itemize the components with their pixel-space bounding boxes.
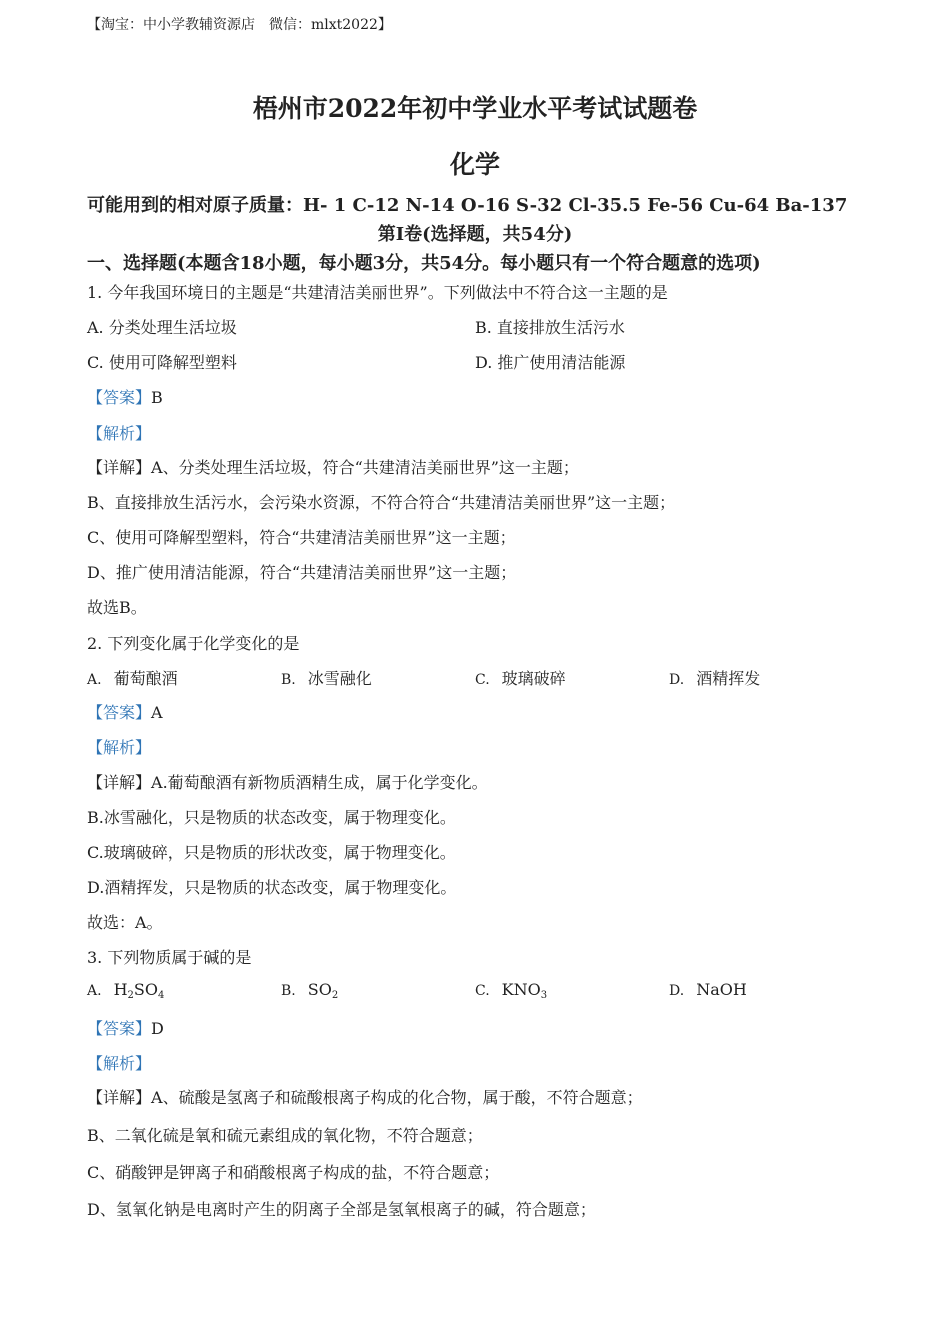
header-note: 【淘宝：中小学教辅资源店 微信：mlxt2022】: [87, 17, 392, 33]
option-label: B.: [281, 672, 296, 688]
formula-subscript: 2: [331, 990, 339, 1001]
q1-stem: 1. 今年我国环境日的主题是“共建清洁美丽世界”。下列做法中不符合这一主题的是: [87, 283, 668, 302]
detail-text: A、分类处理生活垃圾，符合“共建清洁美丽世界”这一主题；: [151, 458, 579, 477]
formula-subscript: 3: [540, 990, 548, 1001]
answer-value: B: [151, 388, 163, 407]
q2-stem: 2. 下列变化属于化学变化的是: [87, 634, 300, 653]
q3-detail-line: C、硝酸钾是钾离子和硝酸根离子构成的盐，不符合题意；: [87, 1163, 500, 1182]
q1-conclusion: 故选B。: [87, 598, 147, 617]
q2-option-d: [669, 666, 760, 689]
q1-detail-line: [87, 455, 579, 478]
option-label: C.: [475, 983, 490, 999]
q2-option-b: [281, 666, 372, 689]
option-label: C.: [475, 672, 490, 688]
q3-detail-line: D、氢氧化钠是电离时产生的阴离子全部是氢氧根离子的碱，符合题意；: [87, 1200, 596, 1219]
q2-option-c: [475, 666, 566, 689]
detail-tag: 【详解】: [87, 1088, 152, 1107]
option-text: 酒精挥发: [696, 669, 761, 688]
q2-detail-line: [87, 770, 488, 793]
q1-option-d: D. 推广使用清洁能源: [475, 353, 626, 372]
q1-detail-line: B、直接排放生活污水，会污染水资源，不符合符合“共建清洁美丽世界”这一主题；: [87, 493, 676, 512]
q2-detail-line: C.玻璃破碎，只是物质的形状改变，属于物理变化。: [87, 843, 456, 862]
q1-detail-line: C、使用可降解型塑料，符合“共建清洁美丽世界”这一主题；: [87, 528, 516, 547]
q3-stem: 3. 下列物质属于碱的是: [87, 948, 252, 967]
q1-option-b: B. 直接排放生活污水: [475, 318, 625, 337]
formula-part: KNO: [501, 980, 541, 999]
option-label: B.: [281, 983, 296, 999]
detail-text: A、硫酸是氢离子和硫酸根离子构成的化合物，属于酸，不符合题意；: [151, 1088, 643, 1107]
detail-tag: 【详解】: [87, 773, 152, 792]
q1-analysis-tag: 【解析】: [87, 424, 152, 443]
answer-value: A: [151, 703, 163, 722]
option-label: D.: [669, 983, 685, 999]
option-label: A.: [87, 672, 102, 688]
answer-tag: 【答案】: [87, 388, 152, 407]
q1-option-a: A. 分类处理生活垃圾: [87, 318, 237, 337]
q3-option-d: [669, 980, 747, 999]
formula-part: SO: [133, 980, 158, 999]
option-text: 冰雪融化: [307, 669, 372, 688]
detail-tag: 【详解】: [87, 458, 152, 477]
q2-answer: [87, 700, 163, 723]
section-title: 一、选择题(本题含18小题，每小题3分，共54分。每小题只有一个符合题意的选项): [87, 253, 761, 274]
option-text: 葡萄酿酒: [113, 669, 178, 688]
formula-subscript: 4: [157, 990, 165, 1001]
formula-subscript: 2: [127, 990, 134, 1001]
q1-answer: [87, 385, 163, 408]
formula-part: NaOH: [696, 980, 747, 999]
atomic-masses: 可能用到的相对原子质量：H- 1 C-12 N-14 O-16 S-32 Cl-35.5 Fe-56 Cu-64 Ba-137: [87, 195, 848, 216]
q2-detail-line: D.酒精挥发，只是物质的状态改变，属于物理变化。: [87, 878, 457, 897]
q3-detail-line: B、二氧化硫是氧和硫元素组成的氧化物，不符合题意；: [87, 1126, 483, 1145]
q2-option-a: [87, 666, 178, 689]
q2-analysis-tag: 【解析】: [87, 738, 152, 757]
page-title: 梧州市2022年初中学业水平考试试题卷: [252, 94, 698, 123]
q3-analysis-tag: 【解析】: [87, 1054, 152, 1073]
volume-title: 第Ⅰ卷(选择题，共54分): [377, 224, 573, 245]
q1-detail-line: D、推广使用清洁能源，符合“共建清洁美丽世界”这一主题；: [87, 563, 517, 582]
q3-option-a: [87, 980, 164, 1001]
q2-conclusion: 故选：A。: [87, 913, 163, 932]
answer-tag: 【答案】: [87, 1019, 152, 1038]
answer-value: D: [151, 1019, 164, 1038]
formula-part: SO: [307, 980, 332, 999]
q3-answer: [87, 1016, 164, 1039]
option-label: A.: [87, 983, 102, 999]
q2-detail-line: B.冰雪融化，只是物质的状态改变，属于物理变化。: [87, 808, 456, 827]
formula-part: H: [113, 980, 128, 999]
q3-detail-line: [87, 1085, 643, 1108]
subject-title: 化学: [449, 150, 500, 179]
detail-text: A.葡萄酿酒有新物质酒精生成，属于化学变化。: [151, 773, 488, 792]
q3-option-b: [281, 980, 338, 1001]
answer-tag: 【答案】: [87, 703, 152, 722]
q3-option-c: [475, 980, 547, 1001]
option-text: 玻璃破碎: [501, 669, 566, 688]
q1-option-c: C. 使用可降解型塑料: [87, 353, 237, 372]
option-label: D.: [669, 672, 685, 688]
